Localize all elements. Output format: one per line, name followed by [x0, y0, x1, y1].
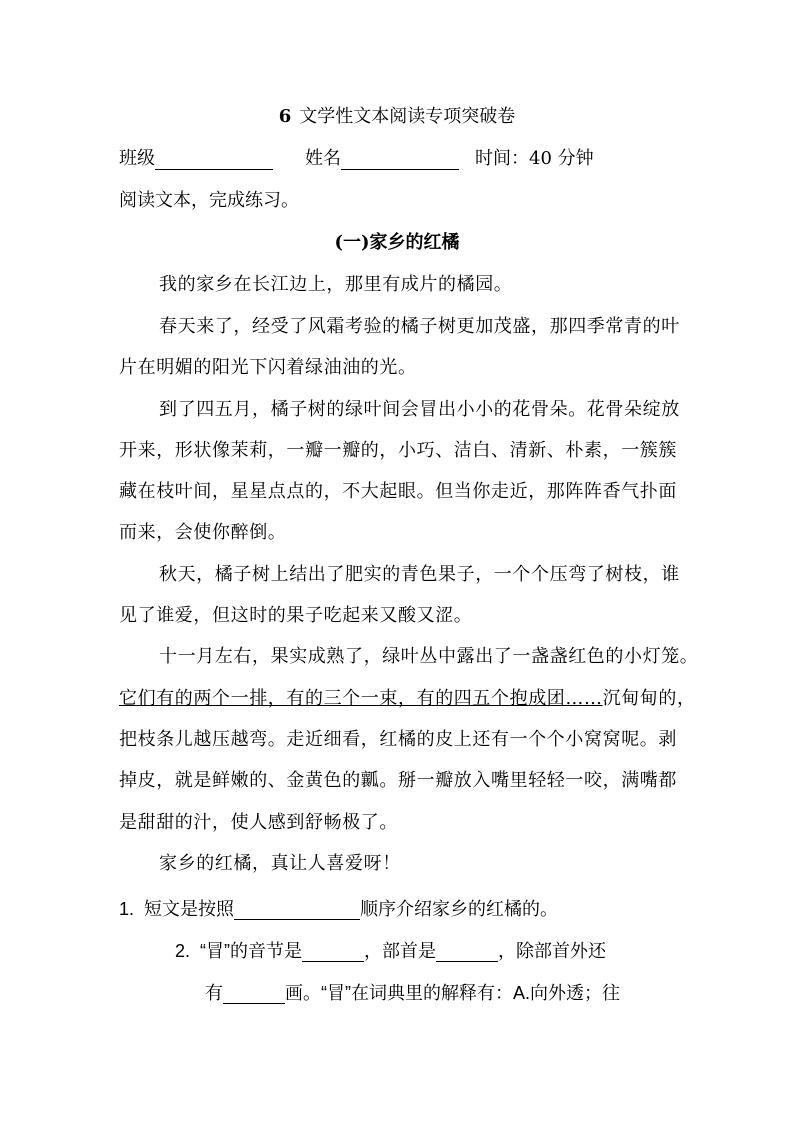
passage-line-rest: 沉甸甸的，	[602, 688, 696, 709]
question-2-strokes-blank[interactable]	[223, 985, 285, 1004]
passage-line: 我的家乡在长江边上，那里有成片的橘园。	[159, 274, 513, 295]
question-2	[175, 940, 680, 962]
instruction: 阅读文本，完成练习。	[119, 190, 299, 211]
passage-line-underlined	[119, 688, 696, 710]
passage-line: 片在明媚的阳光下闪着绿油油的光。	[119, 357, 417, 378]
passage-line: 到了四五月，橘子树的绿叶间会冒出小小的花骨朵。花骨朵绽放	[159, 399, 680, 420]
passage-line: 藏在枝叶间，星星点点的，不大起眼。但当你走近，那阵阵香气扑面	[119, 481, 677, 502]
question-2-continued	[205, 982, 685, 1004]
question-2-text-a: “冒”的音节是	[200, 941, 303, 961]
passage-line: 而来，会使你醉倒。	[119, 522, 287, 543]
question-2-syllable-blank[interactable]	[302, 943, 364, 962]
question-2-text-d: 有	[205, 983, 223, 1003]
passage-line: 掉皮，就是鲜嫩的、金黄色的瓤。掰一瓣放入嘴里轻轻一咬，满嘴都	[119, 770, 677, 791]
class-label: 班级	[119, 148, 155, 169]
passage-title: (一)家乡的红橘	[334, 232, 460, 253]
name-label: 姓名	[305, 148, 341, 169]
passage-line: 见了谁爱，但这时的果子吃起来又酸又涩。	[119, 605, 473, 626]
passage-line: 春天来了，经受了风霜考验的橘子树更加茂盛，那四季常青的叶	[159, 316, 680, 337]
question-1-text-after: 顺序介绍家乡的红橘的。	[360, 899, 559, 919]
passage-line: 秋天，橘子树上结出了肥实的青色果子，一个个压弯了树枝，谁	[159, 564, 680, 585]
question-2-radical-blank[interactable]	[436, 943, 498, 962]
question-2-number: 2.	[175, 941, 191, 961]
time-label: 时间：40 分钟	[475, 148, 594, 169]
question-2-text-e: 画。“冒”在词典里的解释有：A.向外透；往	[285, 983, 620, 1003]
page-title	[0, 106, 794, 128]
title-number: 6	[278, 106, 292, 127]
passage-line: 是甜甜的汁，使人感到舒畅极了。	[119, 812, 398, 833]
question-1-number: 1.	[119, 899, 135, 919]
underlined-sentence: 它们有的两个一排，有的三个一束，有的四五个抱成团……	[119, 688, 603, 709]
question-1	[119, 898, 679, 920]
passage-line: 十一月左右，果实成熟了，绿叶丛中露出了一盏盏红色的小灯笼。	[159, 646, 699, 667]
question-2-text-b: ，部首是	[364, 941, 437, 961]
title-text: 文学性文本阅读专项突破卷	[299, 106, 516, 127]
question-1-answer-blank[interactable]	[234, 901, 360, 920]
passage-line: 家乡的红橘，真让人喜爱呀！	[159, 853, 401, 874]
class-blank[interactable]	[155, 151, 273, 170]
question-1-text-before: 短文是按照	[144, 899, 235, 919]
student-info-row	[119, 148, 679, 170]
name-blank[interactable]	[341, 151, 459, 170]
passage-line: 把枝条儿越压越弯。走近细看，红橘的皮上还有一个个小窝窝呢。剥	[119, 729, 677, 750]
passage-line: 开来，形状像茉莉，一瓣一瓣的，小巧、洁白、清新、朴素，一簇簇	[119, 440, 677, 461]
question-2-text-c: ，除部首外还	[498, 941, 607, 961]
